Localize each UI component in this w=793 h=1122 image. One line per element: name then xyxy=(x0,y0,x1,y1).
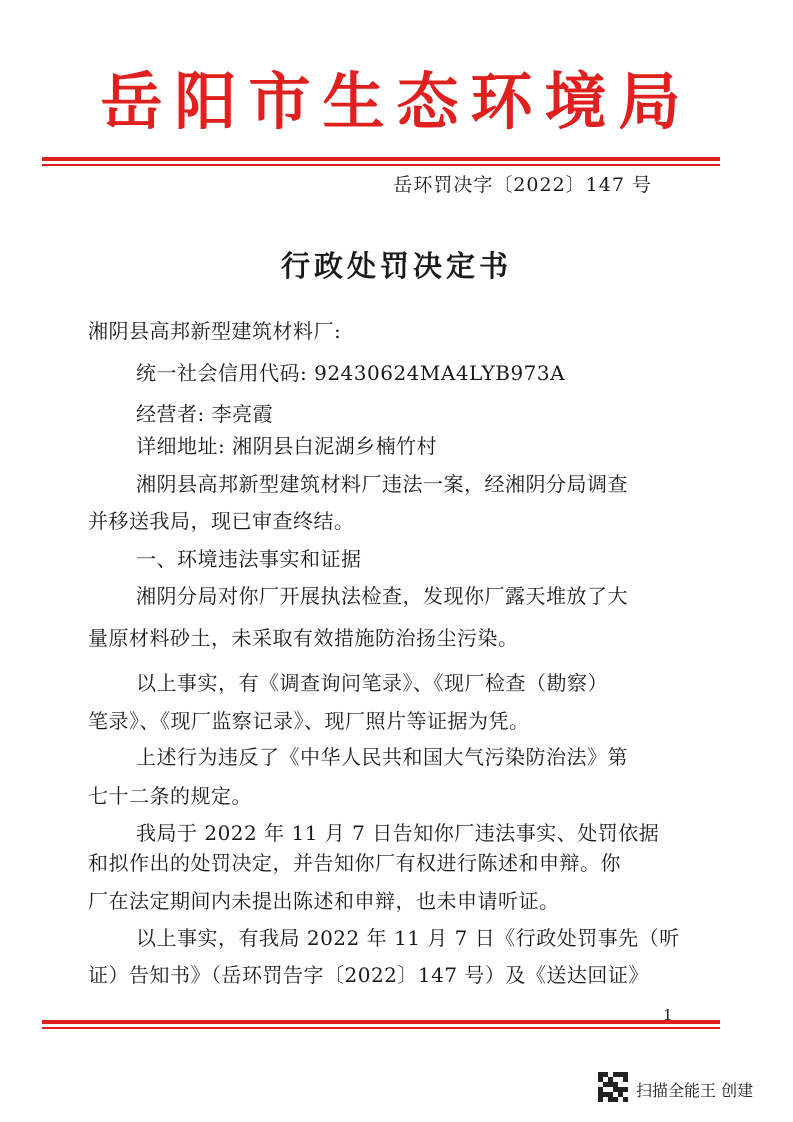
paragraph-line: 以上事实，有《调查询问笔录》、《现厂检查（勘察） xyxy=(136,671,608,695)
paragraph-line: 笔录》、《现厂监察记录》、现厂照片等证据为凭。 xyxy=(88,709,530,733)
paragraph-line: 并移送我局，现已审查终结。 xyxy=(88,509,355,533)
paragraph-line: 湘阴县高邦新型建筑材料厂违法一案，经湘阴分局调查 xyxy=(136,472,628,496)
paragraph-line: 厂在法定期间内未提出陈述和申辩，也未申请听证。 xyxy=(88,889,560,913)
paragraph-line: 我局于 2022 年 11 月 7 日告知你厂违法事实、处罚依据 xyxy=(136,821,660,845)
credit-code-line: 统一社会信用代码: 92430624MA4LYB973A xyxy=(136,361,566,385)
page-number: 1 xyxy=(663,1006,673,1024)
paragraph-line: 和拟作出的处罚决定，并告知你厂有权进行陈述和申辩。你 xyxy=(88,851,621,875)
header-rule-thin xyxy=(42,164,720,166)
operator-line: 经营者: 李亮霞 xyxy=(136,402,274,426)
qr-code-icon xyxy=(598,1072,628,1102)
scanner-watermark: 扫描全能王 创建 xyxy=(636,1081,754,1100)
agency-header: 岳阳市生态环境局 xyxy=(100,65,693,138)
footer-rule-thick xyxy=(42,1020,720,1024)
header-rule-thick xyxy=(42,157,720,161)
paragraph-line: 证）告知书》（岳环罚告字〔2022〕147 号）及《送达回证》 xyxy=(88,963,649,987)
section-heading: 一、环境违法事实和证据 xyxy=(136,547,362,571)
paragraph-line: 湘阴分局对你厂开展执法检查，发现你厂露天堆放了大 xyxy=(136,584,628,608)
addressee-line: 湘阴县高邦新型建筑材料厂: xyxy=(88,319,342,343)
document-number: 岳环罚决字〔2022〕147 号 xyxy=(393,174,652,196)
paragraph-line: 七十二条的规定。 xyxy=(88,784,252,808)
address-line: 详细地址: 湘阴县白泥湖乡楠竹村 xyxy=(136,434,438,458)
paragraph-line: 量原材料砂土，未采取有效措施防治扬尘污染。 xyxy=(88,626,519,650)
paragraph-line: 以上事实，有我局 2022 年 11 月 7 日《行政处罚事先（听 xyxy=(136,926,680,950)
footer-rule-thin xyxy=(42,1027,720,1029)
paragraph-line: 上述行为违反了《中华人民共和国大气污染防治法》第 xyxy=(136,745,628,769)
document-title: 行政处罚决定书 xyxy=(280,249,512,283)
